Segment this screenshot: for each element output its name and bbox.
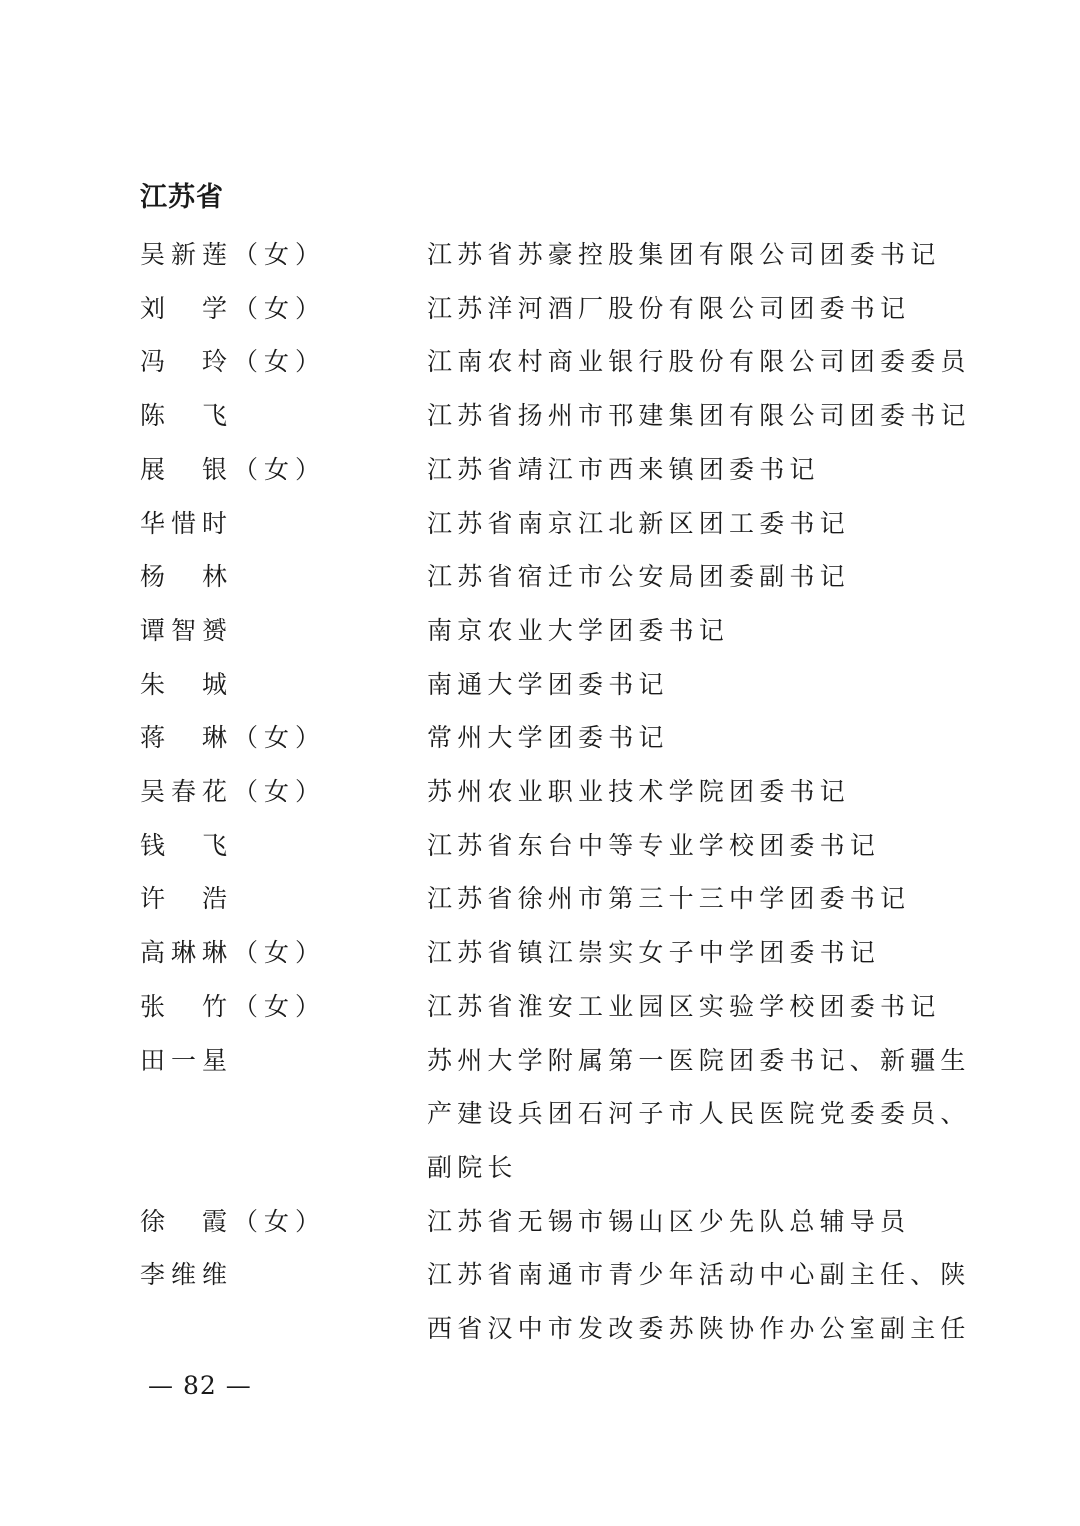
organization-line: 南通大学团委书记 [427, 669, 669, 699]
honoree-name: 徐 霞（女） [140, 1206, 327, 1236]
list-item [140, 1034, 971, 1195]
honoree-name: 朱 城 [140, 669, 234, 699]
page-number: — 82 — [148, 1371, 252, 1400]
honoree-organization [427, 1248, 971, 1355]
list-item [140, 1248, 971, 1355]
organization-line: 江苏省扬州市邗建集团有限公司团委书记 [427, 401, 971, 431]
organization-line: 江苏洋河酒厂股份有限公司团委书记 [427, 293, 911, 323]
list-item [140, 335, 971, 389]
honoree-name: 张 竹（女） [140, 991, 327, 1021]
honoree-name: 蒋 琳（女） [140, 723, 327, 753]
honoree-name: 李维维 [140, 1260, 234, 1290]
list-item [140, 1195, 960, 1249]
list-item [140, 389, 971, 443]
list-item [140, 980, 960, 1034]
honoree-organization [427, 1195, 947, 1249]
honoree-name: 刘 学（女） [140, 293, 327, 323]
list-item [140, 765, 960, 819]
organization-line: 江苏省镇江崇实女子中学团委书记 [427, 938, 881, 968]
honoree-organization [427, 497, 947, 551]
honoree-name: 冯 玲（女） [140, 347, 327, 377]
list-item [140, 658, 960, 712]
organization-line: 江苏省徐州市第三十三中学团委书记 [427, 884, 911, 914]
list-item [140, 282, 960, 336]
honoree-organization [427, 1034, 971, 1195]
organization-line: 江苏省南通市青少年活动中心副主任、陕 [427, 1260, 971, 1290]
organization-line: 江苏省苏豪控股集团有限公司团委书记 [427, 240, 941, 269]
honoree-organization [427, 604, 947, 658]
honoree-name: 杨 林 [140, 562, 234, 592]
organization-line: 苏州大学附属第一医院团委书记、新疆生 [427, 1045, 971, 1075]
honoree-organization [427, 926, 947, 980]
list-item [140, 550, 960, 604]
organization-line: 南京农业大学团委书记 [427, 615, 730, 645]
list-item [140, 604, 960, 658]
honoree-list [140, 228, 971, 1356]
organization-line: 江苏省淮安工业园区实验学校团委书记 [427, 991, 941, 1021]
honoree-name: 钱 飞 [140, 830, 234, 860]
organization-line: 产建设兵团石河子市人民医院党委委员、 [427, 1099, 971, 1129]
organization-line: 苏州农业职业技术学院团委书记 [427, 777, 850, 807]
honoree-organization [427, 228, 947, 282]
honoree-organization [427, 389, 971, 443]
organization-line: 常州大学团委书记 [427, 723, 669, 753]
province-heading: 江苏省 [140, 182, 224, 213]
organization-line: 江苏省宿迁市公安局团委副书记 [427, 562, 850, 592]
list-item [140, 872, 960, 926]
honoree-organization [427, 443, 947, 497]
list-item [140, 443, 960, 497]
honoree-organization [427, 980, 947, 1034]
honoree-name: 谭智赟 [140, 615, 234, 645]
honoree-name: 田一星 [140, 1045, 234, 1075]
organization-line: 江苏省南京江北新区团工委书记 [427, 508, 850, 538]
list-item [140, 926, 960, 980]
honoree-name: 吴新莲（女） [140, 240, 327, 269]
honoree-organization [427, 711, 947, 765]
honoree-name: 展 银（女） [140, 454, 327, 484]
organization-line: 江南农村商业银行股份有限公司团委委员 [427, 347, 971, 377]
list-item [140, 228, 960, 282]
organization-line: 副院长 [427, 1152, 518, 1182]
honoree-organization [427, 550, 947, 604]
honoree-organization [427, 335, 971, 389]
list-item [140, 819, 960, 873]
honoree-name: 吴春花（女） [140, 777, 327, 807]
list-item [140, 711, 960, 765]
honoree-organization [427, 282, 947, 336]
organization-line: 江苏省东台中等专业学校团委书记 [427, 830, 881, 860]
honoree-organization [427, 765, 947, 819]
honoree-organization [427, 872, 947, 926]
honoree-name: 高琳琳（女） [140, 938, 327, 968]
organization-line: 江苏省无锡市锡山区少先队总辅导员 [427, 1206, 911, 1236]
organization-line: 西省汉中市发改委苏陕协作办公室副主任 [427, 1314, 971, 1344]
honoree-name: 华惜时 [140, 508, 234, 538]
honoree-name: 许 浩 [140, 884, 234, 914]
organization-line: 江苏省靖江市西来镇团委书记 [427, 454, 820, 484]
honoree-organization [427, 658, 947, 712]
honoree-organization [427, 819, 947, 873]
honoree-name: 陈 飞 [140, 401, 234, 431]
list-item [140, 497, 960, 551]
